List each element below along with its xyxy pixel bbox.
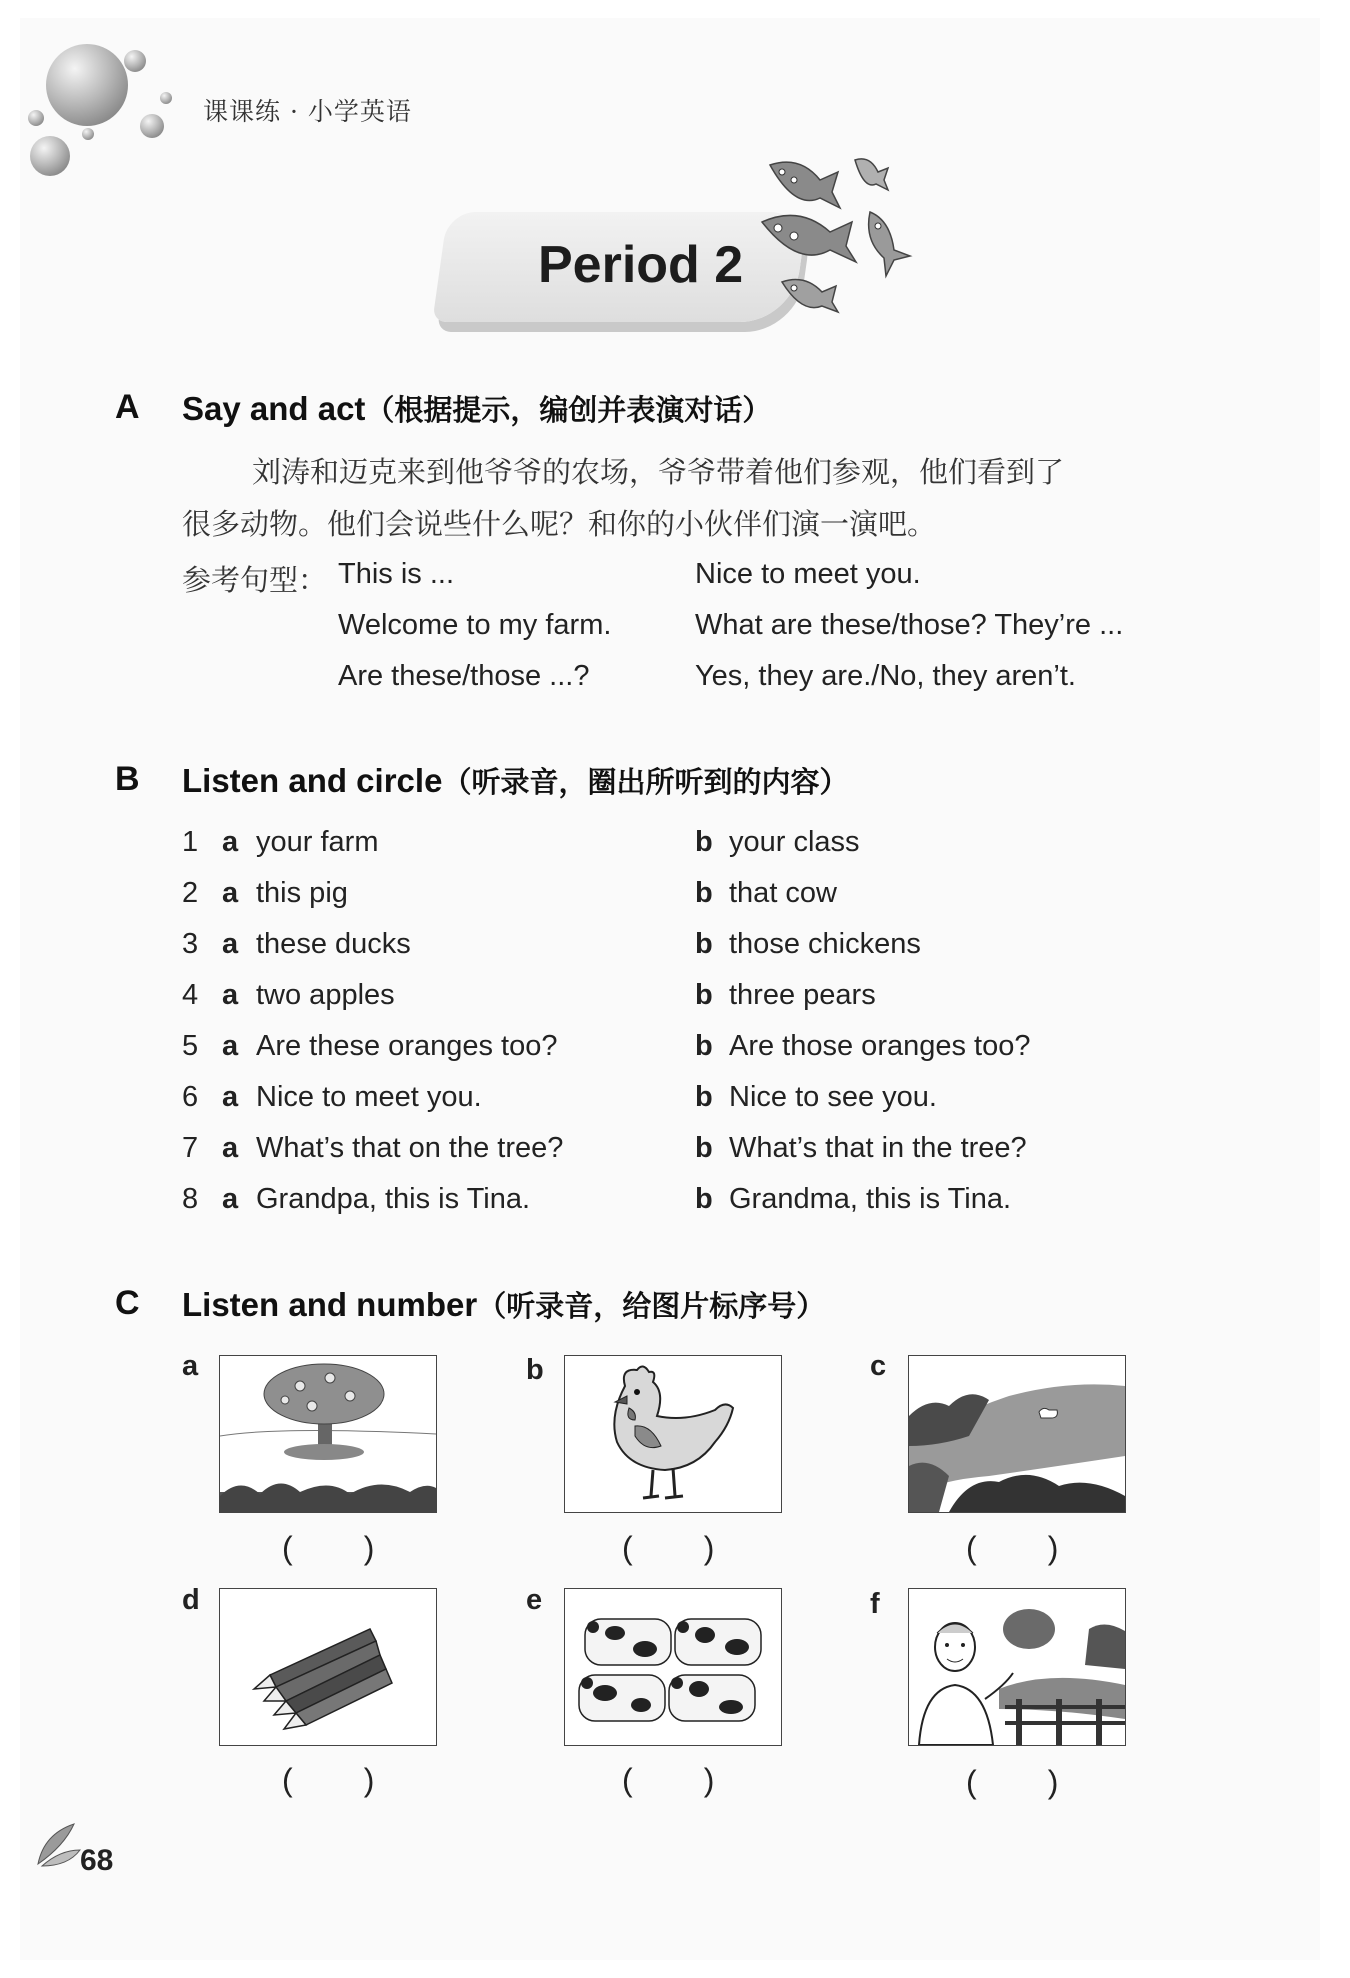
section-c-title [182,1284,825,1325]
option-a-text[interactable]: this pig [256,877,348,909]
answer-blank-f[interactable]: ( ) [966,1764,1059,1800]
option-b-text[interactable]: Grandma, this is Tina. [729,1183,1012,1215]
option-letter-a[interactable]: a [222,979,239,1011]
pattern-right-2: What are these/those? They’re ... [695,609,1124,641]
chicken-image [564,1355,782,1513]
section-a-title-cn: （根据提示，编创并表演对话） [365,393,772,427]
item-number: 8 [182,1183,199,1215]
pattern-right-1: Nice to meet you. [695,558,921,590]
option-b-text[interactable]: Nice to see you. [729,1081,937,1113]
section-b-title [182,760,848,801]
option-b-text[interactable]: that cow [729,877,837,909]
intro-line-2: 很多动物。他们会说些什么呢？和你的小伙伴们演一演吧。 [182,507,937,541]
option-letter-a[interactable]: a [222,877,239,909]
item-number: 2 [182,877,199,909]
option-a-text[interactable]: Are these oranges too? [256,1030,558,1062]
option-letter-b[interactable]: b [695,1081,713,1113]
section-a-title [182,388,771,429]
answer-blank-e[interactable]: ( ) [622,1762,715,1798]
section-b-letter: B [115,760,140,798]
section-b-title-cn: （听录音，圈出所听到的内容） [442,765,849,799]
pencils-image [219,1588,437,1746]
leaf-icon [34,1820,82,1870]
item-number: 3 [182,928,199,960]
answer-blank-b[interactable]: ( ) [622,1530,715,1566]
section-c-letter: C [115,1284,140,1322]
picture-label-c: c [870,1350,887,1382]
option-letter-a[interactable]: a [222,826,239,858]
section-a-title-en: Say and act [182,390,366,427]
item-number: 7 [182,1132,199,1164]
option-letter-b[interactable]: b [695,826,713,858]
option-letter-a[interactable]: a [222,1183,239,1215]
option-a-text[interactable]: these ducks [256,928,411,960]
bubbles-decoration [20,40,170,170]
option-letter-a[interactable]: a [222,1030,239,1062]
cows-image [564,1588,782,1746]
reference-label: 参考句型： [182,563,328,597]
pattern-left-2: Welcome to my farm. [338,609,612,641]
river-image [908,1355,1126,1513]
option-a-text[interactable]: Grandpa, this is Tina. [256,1183,531,1215]
option-a-text[interactable]: your farm [256,826,379,858]
fish-icon [760,150,930,320]
answer-blank-c[interactable]: ( ) [966,1530,1059,1566]
option-letter-b[interactable]: b [695,1183,713,1215]
section-b-title-en: Listen and circle [182,762,443,799]
section-a-letter: A [115,388,140,426]
item-number: 1 [182,826,199,858]
option-b-text[interactable]: Are those oranges too? [729,1030,1031,1062]
section-c-title-cn: （听录音，给图片标序号） [477,1289,826,1323]
picture-label-a: a [182,1350,199,1382]
series-title: 课课练 · 小学英语 [203,97,412,126]
tree-image [219,1355,437,1513]
option-letter-a[interactable]: a [222,1081,239,1113]
option-b-text[interactable]: three pears [729,979,876,1011]
pattern-right-3: Yes, they are./No, they aren’t. [695,660,1076,692]
picture-label-e: e [526,1584,543,1616]
intro-line-1: 刘涛和迈克来到他爷爷的农场，爷爷带着他们参观，他们看到了 [252,455,1065,489]
section-a-intro [182,446,1172,550]
item-number: 5 [182,1030,199,1062]
option-letter-b[interactable]: b [695,1030,713,1062]
page-number: 68 [80,1844,114,1877]
option-letter-b[interactable]: b [695,928,713,960]
picture-label-b: b [526,1354,544,1386]
option-b-text[interactable]: What’s that in the tree? [729,1132,1027,1164]
option-a-text[interactable]: Nice to meet you. [256,1081,482,1113]
pattern-left-3: Are these/those ...? [338,660,590,692]
option-b-text[interactable]: those chickens [729,928,921,960]
option-letter-b[interactable]: b [695,877,713,909]
period-title: Period 2 [538,236,744,294]
option-letter-b[interactable]: b [695,979,713,1011]
option-letter-b[interactable]: b [695,1132,713,1164]
section-c-title-en: Listen and number [182,1286,478,1323]
pattern-left-1: This is ... [338,558,455,590]
answer-blank-d[interactable]: ( ) [282,1762,375,1798]
option-a-text[interactable]: two apples [256,979,395,1011]
picture-label-d: d [182,1584,200,1616]
item-number: 6 [182,1081,199,1113]
picture-label-f: f [870,1588,880,1620]
option-b-text[interactable]: your class [729,826,860,858]
answer-blank-a[interactable]: ( ) [282,1530,375,1566]
option-a-text[interactable]: What’s that on the tree? [256,1132,564,1164]
option-letter-a[interactable]: a [222,928,239,960]
grandpa-farm-image [908,1588,1126,1746]
option-letter-a[interactable]: a [222,1132,239,1164]
item-number: 4 [182,979,199,1011]
